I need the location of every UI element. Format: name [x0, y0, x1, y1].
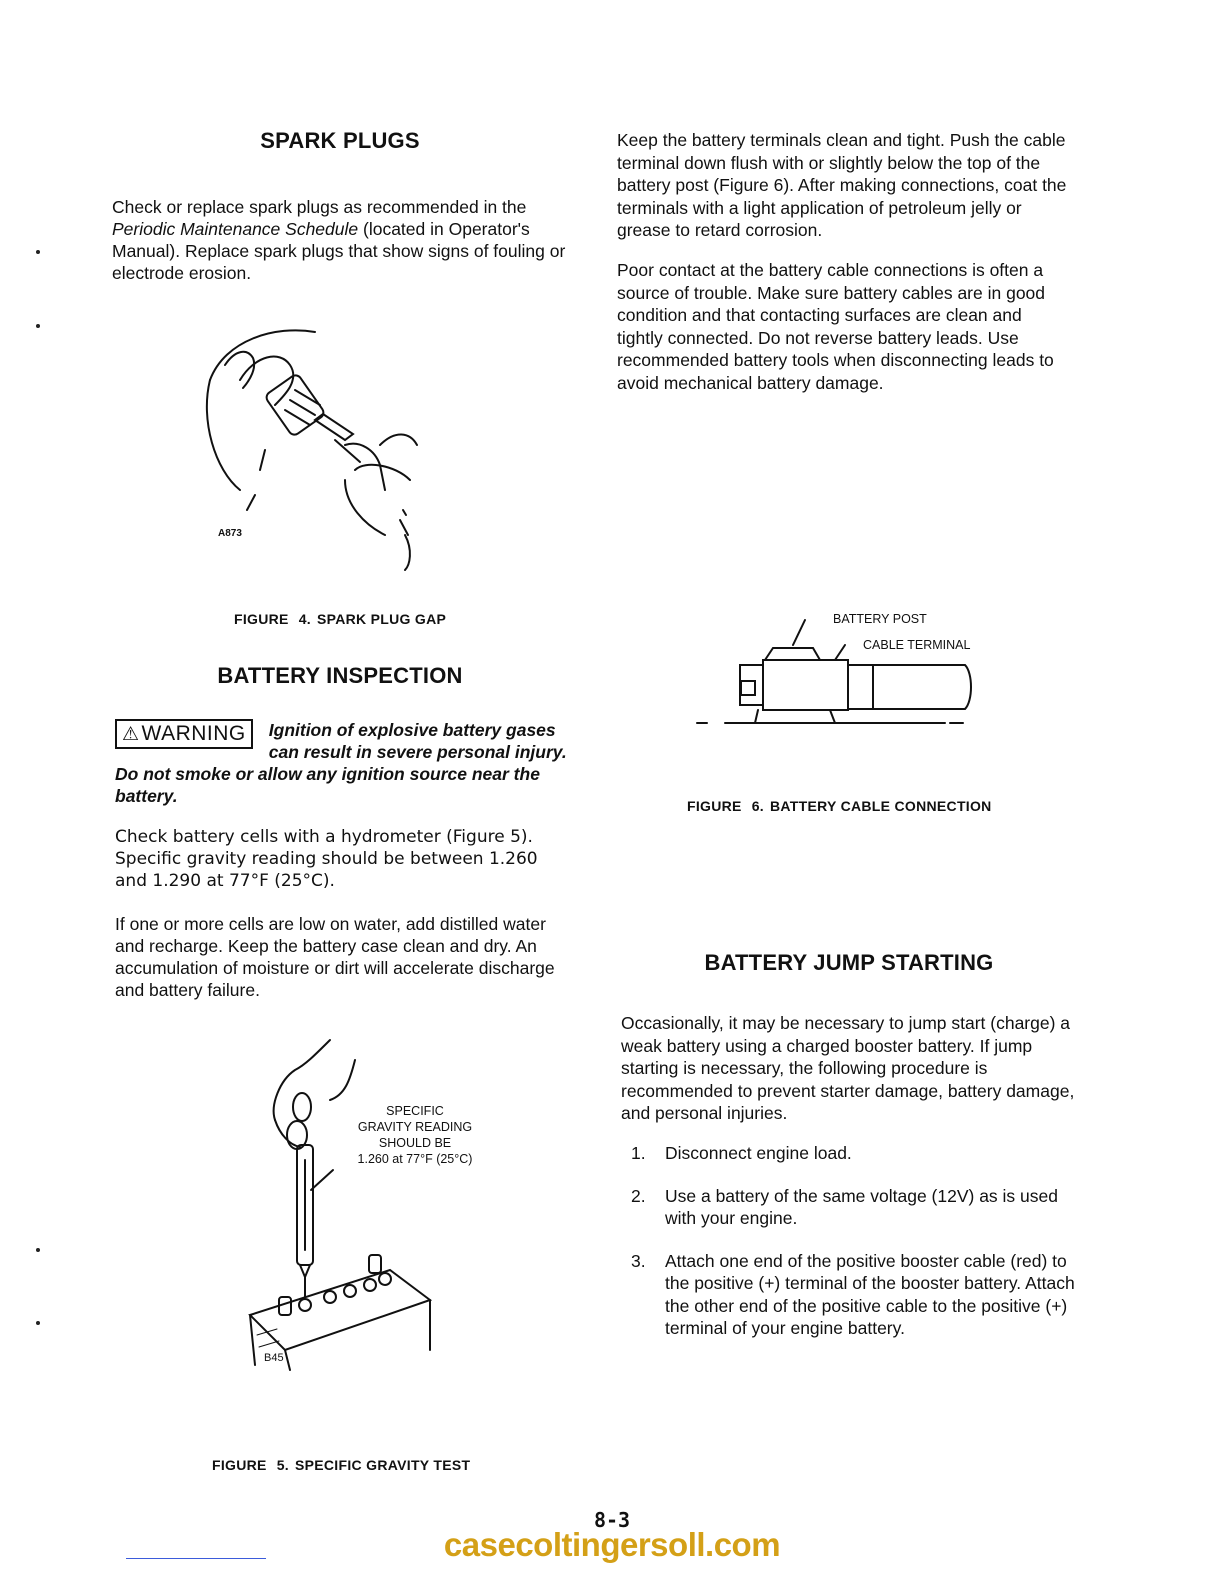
- distilled-water-paragraph: If one or more cells are low on water, add distilled water and recharge. Keep the battery case clean and dry. An accumulation of moisture or dirt will accelerate discharge and battery failure.: [115, 914, 555, 1000]
- hydrometer-illustration: [245, 1035, 445, 1375]
- spark-plugs-paragraph: [112, 196, 567, 284]
- battery-cable-illustration: [695, 615, 995, 725]
- specific-gravity-label-line-2: GRAVITY READING: [357, 1120, 473, 1134]
- margin-mark: [36, 1321, 40, 1325]
- margin-mark: [36, 250, 40, 254]
- warning-line-1: Ignition of explosive battery gases: [268, 720, 556, 740]
- warning-label-box: [115, 719, 253, 749]
- list-item: [621, 1142, 1076, 1165]
- figure-4-word: FIGURE: [234, 611, 289, 627]
- hydrometer-paragraph: Check battery cells with a hydrometer (Figure 5). Specific gravity reading should be between 1.260 and 1.290 at 77°F (25°C).: [115, 827, 538, 891]
- figure-4-caption: [234, 611, 446, 627]
- spark-plugs-heading: SPARK PLUGS: [260, 128, 420, 153]
- figure-5-title: SPECIFIC GRAVITY TEST: [294, 1457, 471, 1473]
- watermark-link[interactable]: casecoltingersoll.com: [443, 1526, 781, 1563]
- step-text: Attach one end of the positive booster cable (red) to the positive (+) terminal of the booster battery. Attach the other end of the positive cable to the positive (+) terminal of your engine battery.: [665, 1250, 1075, 1338]
- specific-gravity-label-line-4: 1.260 at 77°F (25°C): [357, 1152, 473, 1166]
- step-number: 3.: [631, 1250, 646, 1271]
- step-number: 2.: [631, 1185, 646, 1206]
- figure-6-caption: [687, 798, 992, 814]
- warning-first-lines: [269, 719, 567, 763]
- jump-starting-intro: Occasionally, it may be necessary to jump start (charge) a weak battery using a charged booster battery. If jump starting is necessary, the following procedure is recommended to prevent starter damage, battery damage, and personal injuries.: [621, 1013, 1075, 1123]
- figure-5-number: 5.: [276, 1457, 289, 1473]
- warning-icon: ⚠: [122, 723, 140, 745]
- figure-6-word: FIGURE: [687, 798, 742, 814]
- specific-gravity-label-line-3: SHOULD BE: [378, 1136, 452, 1150]
- specific-gravity-label-line-1: SPECIFIC: [386, 1104, 444, 1118]
- page-number: 8-3: [593, 1508, 631, 1532]
- figure-5-caption: [212, 1457, 470, 1473]
- margin-mark: [36, 324, 40, 328]
- list-item: [621, 1250, 1076, 1340]
- warning-rest: Do not smoke or allow any ignition source near the battery.: [115, 764, 540, 806]
- cable-terminal-label: CABLE TERMINAL: [863, 638, 971, 652]
- spark-plugs-paragraph-end: (located in Operator's Manual). Replace spark plugs that show signs of fouling or electrode erosion.: [112, 219, 566, 283]
- warning-line-2: can result in severe personal injury.: [268, 742, 567, 762]
- list-item: [621, 1185, 1076, 1230]
- figure-6-number: 6.: [751, 798, 764, 814]
- battery-post-label: BATTERY POST: [833, 612, 927, 626]
- margin-mark: [36, 1248, 40, 1252]
- specific-gravity-label: [340, 1103, 490, 1167]
- figure-4-code: A873: [218, 528, 242, 539]
- spark-plugs-paragraph-start: Check or replace spark plugs as recommended in the: [112, 197, 527, 217]
- spark-plug-gap-illustration: [195, 320, 435, 580]
- jump-starting-heading: BATTERY JUMP STARTING: [704, 950, 994, 975]
- warning-label: WARNING: [141, 722, 246, 745]
- step-number: 1.: [631, 1143, 646, 1163]
- step-text: Use a battery of the same voltage (12V) as is used with your engine.: [665, 1185, 1058, 1228]
- jump-starting-steps: [621, 1142, 1076, 1360]
- figure-5-word: FIGURE: [212, 1457, 267, 1473]
- step-text: Disconnect engine load.: [665, 1143, 852, 1163]
- figure-5-code: B45: [264, 1352, 284, 1364]
- terminals-paragraph-1: Keep the battery terminals clean and tight. Push the cable terminal down flush with or slightly below the top of the battery post (Figure 6). After making connections, coat the terminals with a light application of petroleum jelly or grease to retard corrosion.: [617, 130, 1067, 240]
- warning-block: [115, 719, 570, 807]
- terminals-paragraph-2: Poor contact at the battery cable connections is often a source of trouble. Make sure battery cables are in good condition and that contacting surfaces are clean and tightly connected. Do not reverse battery leads. Use recommended battery tools when disconnecting leads to avoid mechanical battery damage.: [617, 260, 1054, 393]
- battery-inspection-heading: BATTERY INSPECTION: [217, 663, 463, 688]
- footer-rule: [126, 1558, 266, 1559]
- figure-6-title: BATTERY CABLE CONNECTION: [769, 798, 992, 814]
- figure-4-number: 4.: [298, 611, 311, 627]
- maintenance-schedule-reference: Periodic Maintenance Schedule: [112, 219, 359, 239]
- figure-4-title: SPARK PLUG GAP: [316, 611, 447, 627]
